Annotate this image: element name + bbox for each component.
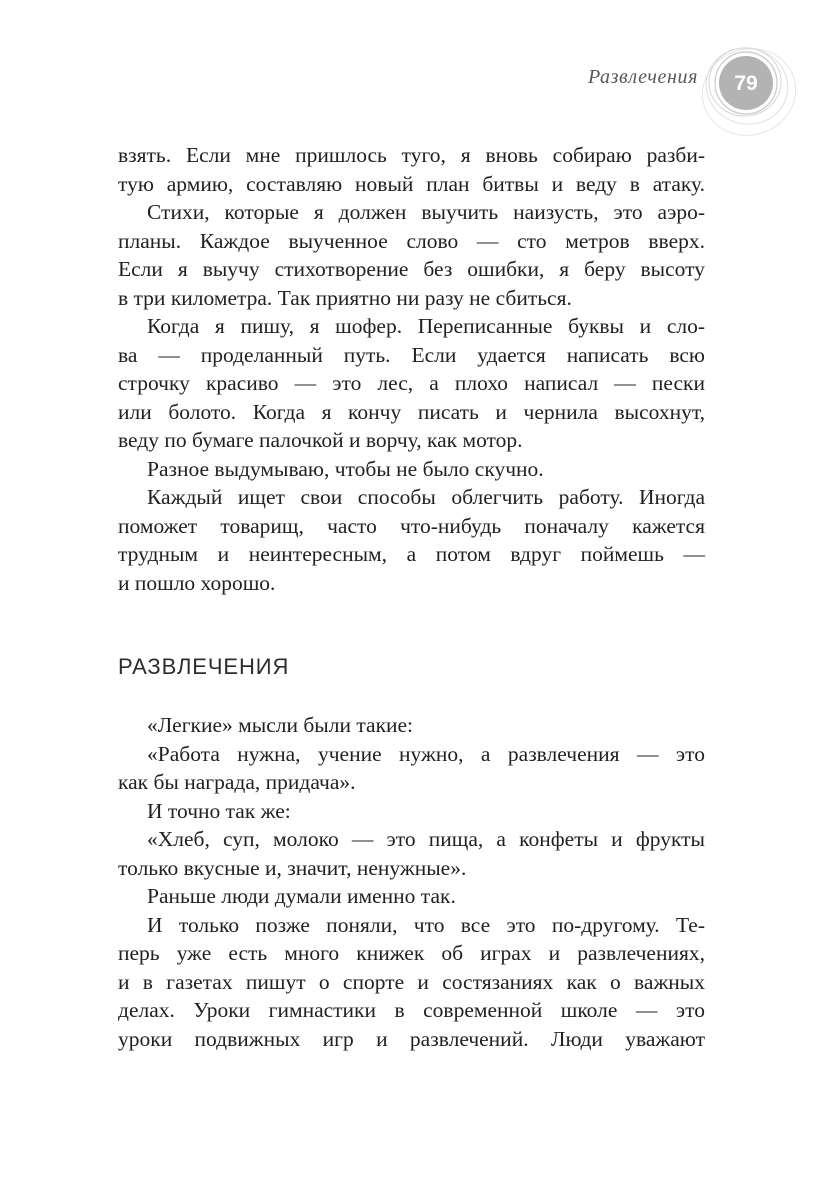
page-number-badge [696,36,800,140]
section-heading: РАЗВЛЕЧЕНИЯ [118,654,290,679]
text-line: Стихи, которые я должен выучить наизусть, это аэро- [147,200,705,224]
paragraph [118,141,705,198]
text-line: И только позже поняли, что все это по-другому. Те- [147,912,705,937]
text-line: трудным и неинтересным, а потом вдруг поймешь — [118,542,705,566]
text-line: И точно так же: [147,798,291,823]
text-line: веду по бумаге палочкой и ворчу, как мотор. [118,428,523,452]
text-line: или болото. Когда я кончу писать и чернила высохнут, [118,399,705,424]
page-number: 79 [734,72,758,95]
paragraph [118,455,705,484]
text-line: «Легкие» мысли были такие: [147,713,414,737]
paragraph [118,825,705,882]
text-line: и в газетах пишут о спорте и состязаниях как о важных [118,969,705,994]
text-line: в три километра. Так приятно ни разу не сбиться. [118,285,572,310]
text-line: поможет товарищ, часто что-нибудь поначалу кажется [118,513,705,538]
text-line: Разное выдумываю, чтобы не было скучно. [147,456,544,481]
paragraph [118,797,705,826]
text-line: только вкусные и, значит, ненужные». [118,855,467,880]
text-line: взять. Если мне пришлось туго, я вновь собираю разби- [118,143,705,167]
paragraph [118,882,705,911]
text-line: тую армию, составляю новый план битвы и веду в атаку. [118,171,705,196]
text-line: перь уже есть много книжек об играх и развлечениях, [118,941,705,965]
paragraph [118,483,705,597]
text-line: как бы награда, придача». [118,770,356,794]
running-head: Развлечения [587,66,698,88]
text-line: Если я выучу стихотворение без ошибки, я беру высоту [118,257,705,281]
text-line: планы. Каждое выученное слово — сто метров вверх. [118,228,705,253]
text-line: строчку красиво — это лес, а плохо написал — пески [118,371,705,395]
paragraph [118,911,705,1054]
text-line: Когда я пишу, я шофер. Переписанные буквы и сло- [147,314,705,338]
paragraph [118,312,705,455]
text-line: ва — проделанный путь. Если удается написать всю [118,342,705,367]
text-line: делах. Уроки гимнастики в современной школе — это [118,998,705,1022]
text-line: «Работа нужна, учение нужно, а развлечения — это [147,741,705,766]
text-line: и пошло хорошо. [118,570,276,595]
text-column [118,141,705,1053]
paragraph [118,198,705,312]
text-line: уроки подвижных игр и развлечений. Люди уважают [118,1026,705,1051]
text-line: Раньше люди думали именно так. [147,884,456,908]
text-line: «Хлеб, суп, молоко — это пища, а конфеты и фрукты [147,827,705,851]
paragraph [118,740,705,797]
text-line: Каждый ищет свои способы облегчить работу. Иногда [147,485,705,509]
paragraph [118,711,705,740]
